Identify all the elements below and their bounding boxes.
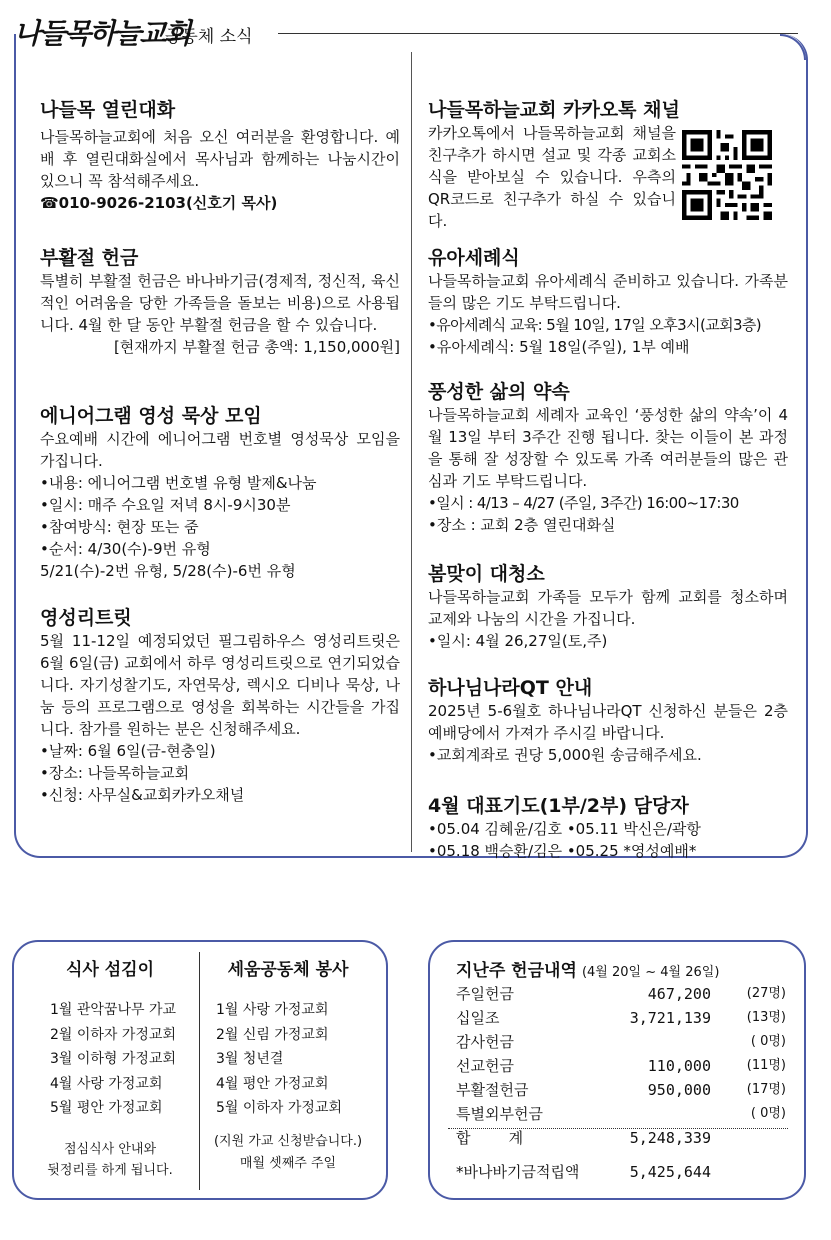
row-label: 부활절헌금 [456, 1081, 529, 1099]
bullet-item: •신청: 사무실&교회카카오채널 [40, 786, 245, 804]
section-body: 나들목하늘교회 가족들 모두가 함께 교회를 청소하며 교제와 나눔의 시간을 가집니다. [428, 588, 788, 628]
list-item: 5월 평안 가정교회 [50, 1100, 163, 1116]
section-title: 에니어그램 영성 묵상 모임 [40, 405, 262, 427]
total-label: 합 계 [456, 1129, 524, 1147]
qt-guide-section [428, 676, 788, 766]
row-amount: 467,200 [647, 985, 711, 1003]
section-title: 풍성한 삶의 약속 [428, 381, 570, 403]
retreat-section [40, 606, 400, 806]
table-row [456, 1030, 786, 1054]
bullet-item: •유아세례식 교육: 5월 10일, 17일 오후3시(교회3층) [428, 316, 762, 334]
list-item: 3월 이하형 가정교회 [50, 1051, 176, 1067]
table-row [456, 1102, 786, 1126]
list-item: 5월 이하자 가정교회 [216, 1100, 342, 1116]
serve-team [202, 955, 374, 1175]
list-item: 2월 신림 가정교회 [216, 1026, 329, 1043]
row-label: 주일헌금 [456, 985, 514, 1003]
table-row [456, 982, 786, 1006]
section-body: 카카오톡에서 나들목하늘교회 채널을 친구추가 하시면 설교 및 각종 교회소식을 받아보실 수 있습니다. 우측의 QR코드로 친구추가 하실 수 있습니다. [428, 124, 676, 230]
finance-period: (4월 20일 ~ 4월 26일) [581, 965, 720, 980]
note-line: 매월 셋째주 주일 [239, 1155, 337, 1171]
fund-row [456, 1160, 786, 1184]
section-title: 나들목 열린대화 [40, 99, 176, 121]
row-count: (13명) [746, 1010, 786, 1025]
section-body: 2025년 5-6월호 하나님나라QT 신청하신 분들은 2층 예배당에서 가져가 주시길 바랍니다. [428, 702, 788, 742]
list-item: 1월 사랑 가정교회 [216, 1002, 329, 1018]
list-item: 1월 관악꿈나무 가교 [50, 1002, 176, 1018]
section-body: 나들목하늘교회 세례자 교육인 ‘풍성한 삶의 약속’이 4월 13일 부터 3주간 진행 됩니다. 찾는 이들이 본 과정을 통해 잘 성장할 수 있도록 가족 여러분들의 많은 관심과 기도 부탁드립니다. [428, 406, 788, 490]
bullet-item: •05.18 백승환/김은 •05.25 *영성예배* [428, 842, 697, 860]
open-talk-section [40, 98, 400, 214]
enneagram-section [40, 404, 400, 582]
table-row [456, 1006, 786, 1030]
note-line: 점심식사 안내와 [63, 1141, 157, 1157]
row-label: 특별외부헌금 [456, 1105, 543, 1123]
meal-note [22, 1139, 198, 1181]
note-line: (지원 가교 신청받습니다.) [213, 1133, 363, 1149]
row-amount: 950,000 [647, 1081, 711, 1099]
spring-cleaning-section [428, 562, 788, 652]
abundant-life-section [428, 380, 788, 536]
row-label: 십일조 [456, 1009, 500, 1027]
table-row [456, 1054, 786, 1078]
row-count: (11명) [746, 1058, 786, 1073]
serve-title: 세움공동체 봉사 [227, 960, 349, 980]
section-title: 봄맞이 대청소 [428, 563, 545, 585]
finance-title: 지난주 헌금내역 [456, 961, 577, 981]
section-body: 5월 11-12일 예정되었던 필그림하우스 영성리트릿은 6월 6일(금) 교회에서 하루 영성리트릿으로 연기되었습니다. 자기성찰기도, 자연묵상, 렉시오 디비나 묵상, 나눔 등의 프로그램으로 영성을 회복하는 시간들을 가집니다. 참가를 원하는 분은 신청해주세요. [40, 632, 400, 738]
serve-list [202, 998, 374, 1121]
row-amount: 110,000 [647, 1057, 711, 1075]
bullet-item: 5/21(수)-2번 유형, 5/28(수)-6번 유형 [40, 562, 296, 580]
fund-amount: 5,425,644 [629, 1163, 711, 1181]
bullet-item: •내용: 에니어그램 번호별 유형 발제&나눔 [40, 474, 317, 492]
fund-label: *바나바기금적립액 [456, 1163, 580, 1181]
meal-list [22, 998, 198, 1121]
bullet-item: •일시: 매주 수요일 저녁 8시-9시30분 [40, 496, 291, 514]
bullet-item: •05.04 김혜윤/김호 •05.11 박신은/곽항 [428, 820, 701, 838]
list-item: 3월 청년결 [216, 1051, 284, 1067]
note-line: 뒷정리를 하게 됩니다. [47, 1162, 173, 1178]
row-count: (27명) [746, 986, 786, 1001]
bullet-item: •교회계좌로 권당 5,000원 송금해주세요. [428, 746, 702, 764]
section-body: 수요예배 시간에 에니어그램 번호별 영성묵상 모임을 가집니다. [40, 430, 400, 470]
qr-code-icon[interactable] [682, 130, 772, 220]
row-label: 감사헌금 [456, 1033, 514, 1051]
finance-header [456, 956, 796, 981]
row-count: ( 0명) [750, 1034, 786, 1049]
section-title: 나들목하늘교회 카카오톡 채널 [428, 99, 680, 121]
column-divider [411, 52, 412, 852]
bullet-item: •순서: 4/30(수)-9번 유형 [40, 540, 211, 558]
row-amount: 3,721,139 [629, 1009, 711, 1027]
total-amount: 5,248,339 [629, 1129, 711, 1147]
volunteers-divider [199, 952, 200, 1190]
church-logo: 나들목하늘교회 [14, 17, 190, 50]
news-frame-corner [780, 34, 806, 60]
list-item: 4월 평안 가정교회 [216, 1075, 329, 1092]
row-label: 선교헌금 [456, 1057, 514, 1075]
bullet-item: •장소: 나들목하늘교회 [40, 764, 190, 782]
section-title: 4월 대표기도(1부/2부) 담당자 [428, 795, 689, 817]
serve-note [202, 1131, 374, 1175]
offering-total: [현재까지 부활절 헌금 총액: 1,150,000원] [113, 338, 400, 356]
row-count: (17명) [746, 1082, 786, 1097]
bullet-item: •일시 : 4/13 – 4/27 (주일, 3주간) 16:00~17:30 [428, 494, 739, 512]
list-item: 2월 이하자 가정교회 [50, 1026, 176, 1043]
bullet-item: •참여방식: 현장 또는 줌 [40, 518, 199, 536]
bullet-item: •날짜: 6월 6일(금-현충일) [40, 742, 216, 760]
section-title: 영성리트릿 [40, 607, 132, 629]
bullet-item: •일시: 4월 26,27일(토,주) [428, 632, 608, 650]
section-title: 하나님나라QT 안내 [428, 677, 593, 699]
list-item: 4월 사랑 가정교회 [50, 1075, 163, 1092]
total-row [456, 1126, 786, 1150]
table-row [456, 1078, 786, 1102]
section-body: 나들목하늘교회 유아세례식 준비하고 있습니다. 가족분들의 많은 기도 부탁드립니다. [428, 272, 788, 312]
prayer-leaders-section [428, 794, 788, 862]
section-body: 나들목하늘교회에 처음 오신 여러분을 환영합니다. 예배 후 열린대화실에서 목사님과 함께하는 나눔시간이 있으니 꼭 참석해주세요. [40, 128, 400, 190]
easter-offering-section [40, 246, 400, 358]
infant-baptism-section [428, 246, 788, 358]
meal-servers [22, 955, 198, 1181]
section-title: 유아세례식 [428, 247, 520, 269]
bullet-item: •장소 : 교회 2층 열린대화실 [428, 516, 616, 534]
bullet-item: •유아세례식: 5월 18일(주일), 1부 예배 [428, 338, 690, 356]
contact-phone: ☎010-9026-2103(신호기 목사) [40, 194, 278, 212]
section-body: 특별히 부활절 헌금은 바나바기금(경제적, 정신적, 육신적인 어려움을 당한 가족들을 돌보는 비용)으로 사용됩니다. 4월 한 달 동안 부활절 헌금을 할 수 있습니다. [40, 272, 400, 334]
page-subtitle: 공동체 소식 [165, 27, 253, 47]
meal-title: 식사 섬김이 [65, 960, 155, 980]
section-title: 부활절 헌금 [40, 247, 139, 269]
row-count: ( 0명) [750, 1106, 786, 1121]
